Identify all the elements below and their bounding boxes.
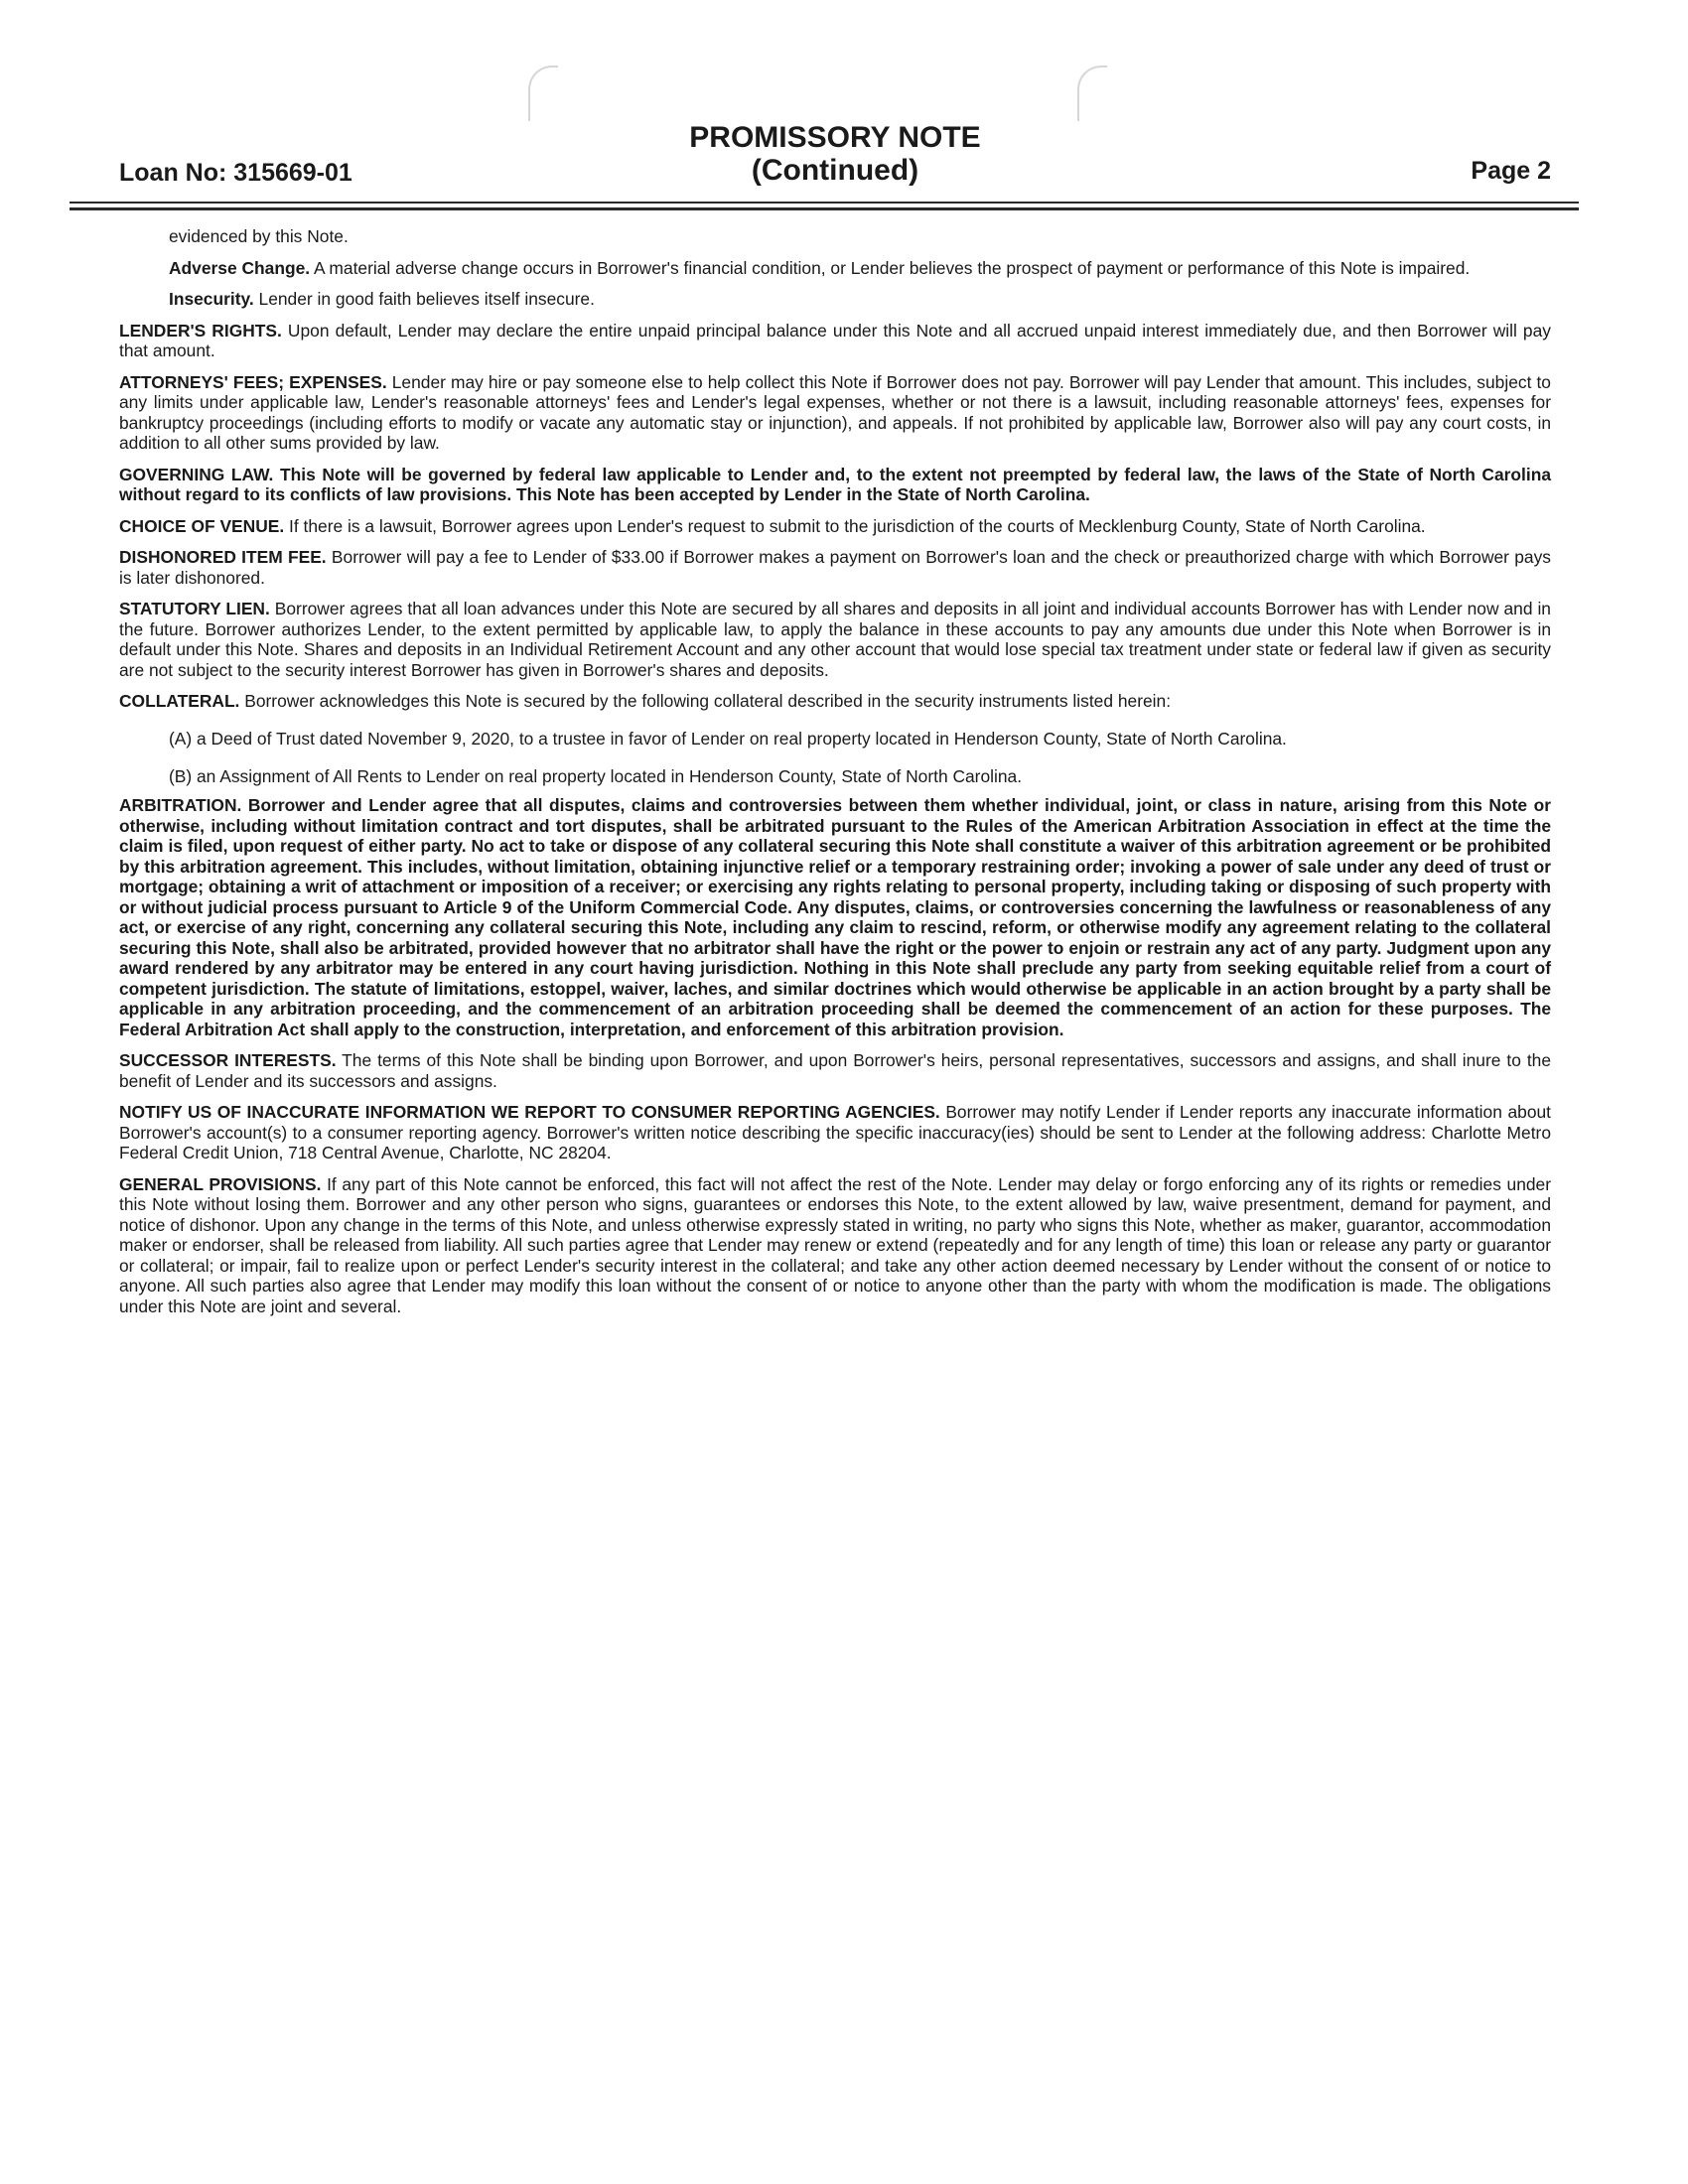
section-attorneys-fees bbox=[119, 372, 1551, 454]
section-collateral bbox=[119, 691, 1551, 712]
section-text: Borrower acknowledges this Note is secured by the following collateral described in the security instruments listed herein: bbox=[244, 691, 1172, 711]
section-text: Lender in good faith believes itself insecure. bbox=[258, 289, 595, 309]
section-text: Lender may hire or pay someone else to help collect this Note if Borrower does not pay. Borrower will pay Lender that amount. This includes, subject to any limits under applicable law, Lender's reasonable attorneys' fees and Lender's legal expenses, whether or not there is a lawsuit, including reasonable attorneys' fees, expenses for bankruptcy proceedings (including efforts to modify or vacate any automatic stay or injunction), and appeals. If not prohibited by applicable law, Borrower also will pay any court costs, in addition to all other sums provided by law. bbox=[119, 371, 1551, 453]
section-lenders-rights bbox=[119, 321, 1551, 361]
section-text: Upon default, Lender may declare the entire unpaid principal balance under this Note and all accrued unpaid interest immediately due, and then Borrower will pay that amount. bbox=[119, 320, 1551, 360]
section-text: The terms of this Note shall be binding upon Borrower, and upon Borrower's heirs, personal representatives, successors and assigns, and shall inure to the benefit of Lender and its successors and assigns. bbox=[119, 1050, 1552, 1091]
section-text: Borrower and Lender agree that all disputes, claims and controversies between them whether individual, joint, or class in nature, arising from this Note or otherwise, including without limitation contract and tort disputes, shall be arbitrated pursuant to the Rules of the American Arbitration Association in effect at the time the claim is filed, upon request of either party. No act to take or dispose of any collateral securing this Note shall constitute a waiver of this arbitration agreement or be prohibited by this arbitration agreement. This includes, without limitation, obtaining injunctive relief or a temporary restraining order; invoking a power of sale under any deed of trust or mortgage; obtaining a writ of attachment or imposition of a receiver; or exercising any rights relating to personal property, including taking or disposing of such property with or without judicial process pursuant to Article 9 of the Uniform Commercial Code. Any disputes, claims, or controversies concerning the lawfulness or reasonableness of any act, or exercise of any right, concerning any collateral securing this Note, including any claim to rescind, reform, or otherwise modify any agreement relating to the collateral securing this Note, shall also be arbitrated, provided however that no arbitrator shall have the right or the power to enjoin or restrain any act of any party. Judgment upon any award rendered by any arbitrator may be entered in any court having jurisdiction. Nothing in this Note shall preclude any party from seeking equitable relief from a court of competent jurisdiction. The statute of limitations, estoppel, waiver, laches, and similar doctrines which would otherwise be applicable in an action brought by a party shall be applicable in any arbitration proceeding, and the commencement of an arbitration proceeding shall be deemed the commencement of an action for these purposes. The Federal Arbitration Act shall apply to the construction, interpretation, and enforcement of this arbitration provision. bbox=[119, 795, 1551, 1039]
document-body bbox=[119, 226, 1551, 1327]
continuation-text: evidenced by this Note. bbox=[169, 226, 349, 246]
title-line-2: (Continued) bbox=[751, 154, 919, 187]
section-heading: NOTIFY US OF INACCURATE INFORMATION WE REPORT TO CONSUMER REPORTING AGENCIES. bbox=[119, 1102, 940, 1123]
section-heading: Insecurity. bbox=[169, 289, 254, 309]
section-notify-us bbox=[119, 1102, 1551, 1163]
section-heading: ARBITRATION. bbox=[119, 795, 242, 816]
section-heading: COLLATERAL. bbox=[119, 691, 240, 711]
section-text: This Note will be governed by federal law applicable to Lender and, to the extent not preempted by federal law, the laws of the State of North Carolina without regard to its conflicts of law provisions. This Note has been accepted by Lender in the State of North Carolina. bbox=[119, 464, 1551, 504]
scan-artifact bbox=[528, 66, 558, 121]
section-general-provisions bbox=[119, 1174, 1551, 1317]
section-heading: CHOICE OF VENUE. bbox=[119, 515, 285, 536]
loan-number: Loan No: 315669-01 bbox=[119, 159, 352, 187]
document-title bbox=[119, 121, 1551, 187]
section-arbitration bbox=[119, 795, 1551, 1039]
section-statutory-lien bbox=[119, 599, 1551, 680]
header-divider bbox=[70, 202, 1579, 204]
collateral-item-b: (B) an Assignment of All Rents to Lender on real property located in Henderson County, State of North Carolina. bbox=[169, 765, 1023, 786]
section-text: A material adverse change occurs in Borrower's financial condition, or Lender believes the prospect of payment or performance of this Note is impaired. bbox=[313, 257, 1471, 278]
section-heading: SUCCESSOR INTERESTS. bbox=[119, 1050, 337, 1071]
section-heading: GENERAL PROVISIONS. bbox=[119, 1173, 322, 1194]
section-text: Borrower agrees that all loan advances under this Note are secured by all shares and deposits in all joint and individual accounts Borrower has with Lender now and in the future. Borrower authorizes Lender, to the extent permitted by applicable law, to apply the balance in these accounts to pay any amounts due under this Note when Borrower is in default under this Note. Shares and deposits in an Individual Retirement Account and any other account that would lose special tax treatment under state or federal law if given as security are not subject to the security interest Borrower has given in Borrower's shares and deposits. bbox=[119, 599, 1551, 680]
header-divider bbox=[70, 207, 1579, 210]
section-heading: DISHONORED ITEM FEE. bbox=[119, 547, 327, 567]
section-heading: GOVERNING LAW. bbox=[119, 464, 274, 484]
section-heading: Adverse Change. bbox=[169, 257, 311, 278]
section-text: Borrower will pay a fee to Lender of $33.00 if Borrower makes a payment on Borrower's loan and the check or preauthorized charge with which Borrower pays is later dishonored. bbox=[119, 547, 1551, 588]
section-heading: STATUTORY LIEN. bbox=[119, 599, 270, 618]
section-governing-law bbox=[119, 465, 1551, 505]
section-choice-of-venue bbox=[119, 516, 1551, 537]
title-line-1: PROMISSORY NOTE bbox=[689, 121, 981, 154]
section-text: If there is a lawsuit, Borrower agrees upon Lender's request to submit to the jurisdiction of the courts of Mecklenburg County, State of North Carolina. bbox=[289, 515, 1426, 536]
section-text: If any part of this Note cannot be enforced, this fact will not affect the rest of the Note. Lender may delay or forgo enforcing any of its rights or remedies under this Note without losing them. Borrower and any other person who signs, guarantees or endorses this Note, to the extent allowed by law, waive presentment, demand for payment, and notice of dishonor. Upon any change in the terms of this Note, and unless otherwise expressly stated in writing, no party who signs this Note, whether as maker, guarantor, accommodation maker or endorser, shall be released from liability. All such parties agree that Lender may renew or extend (repeatedly and for any length of time) this loan or release any party or guarantor or collateral; or impair, fail to realize upon or perfect Lender's security interest in the collateral; and take any other action deemed necessary by Lender without the consent of or notice to anyone. All such parties also agree that Lender may modify this loan without the consent of or notice to anyone other than the party with whom the modification is made. The obligations under this Note are joint and several. bbox=[119, 1173, 1551, 1316]
section-dishonored-item-fee bbox=[119, 547, 1551, 588]
page-header bbox=[119, 117, 1551, 197]
collateral-item-a: (A) a Deed of Trust dated November 9, 2020, to a trustee in favor of Lender on real property located in Henderson County, State of North Carolina. bbox=[169, 728, 1287, 749]
section-adverse-change bbox=[119, 258, 1551, 279]
section-heading: LENDER'S RIGHTS. bbox=[119, 320, 282, 341]
section-insecurity bbox=[119, 289, 1551, 310]
section-successor-interests bbox=[119, 1050, 1551, 1091]
section-heading: ATTORNEYS' FEES; EXPENSES. bbox=[119, 371, 387, 392]
scan-artifact bbox=[1077, 66, 1107, 121]
section-text: Borrower may notify Lender if Lender reports any inaccurate information about Borrower's account(s) to a consumer reporting agency. Borrower's written notice describing the specific inaccuracy(ies) should be sent to Lender at the following address: Charlotte Metro Federal Credit Union, 718 Central Avenue, Charlotte, NC 28204. bbox=[119, 1102, 1551, 1163]
page-number: Page 2 bbox=[1471, 157, 1551, 185]
